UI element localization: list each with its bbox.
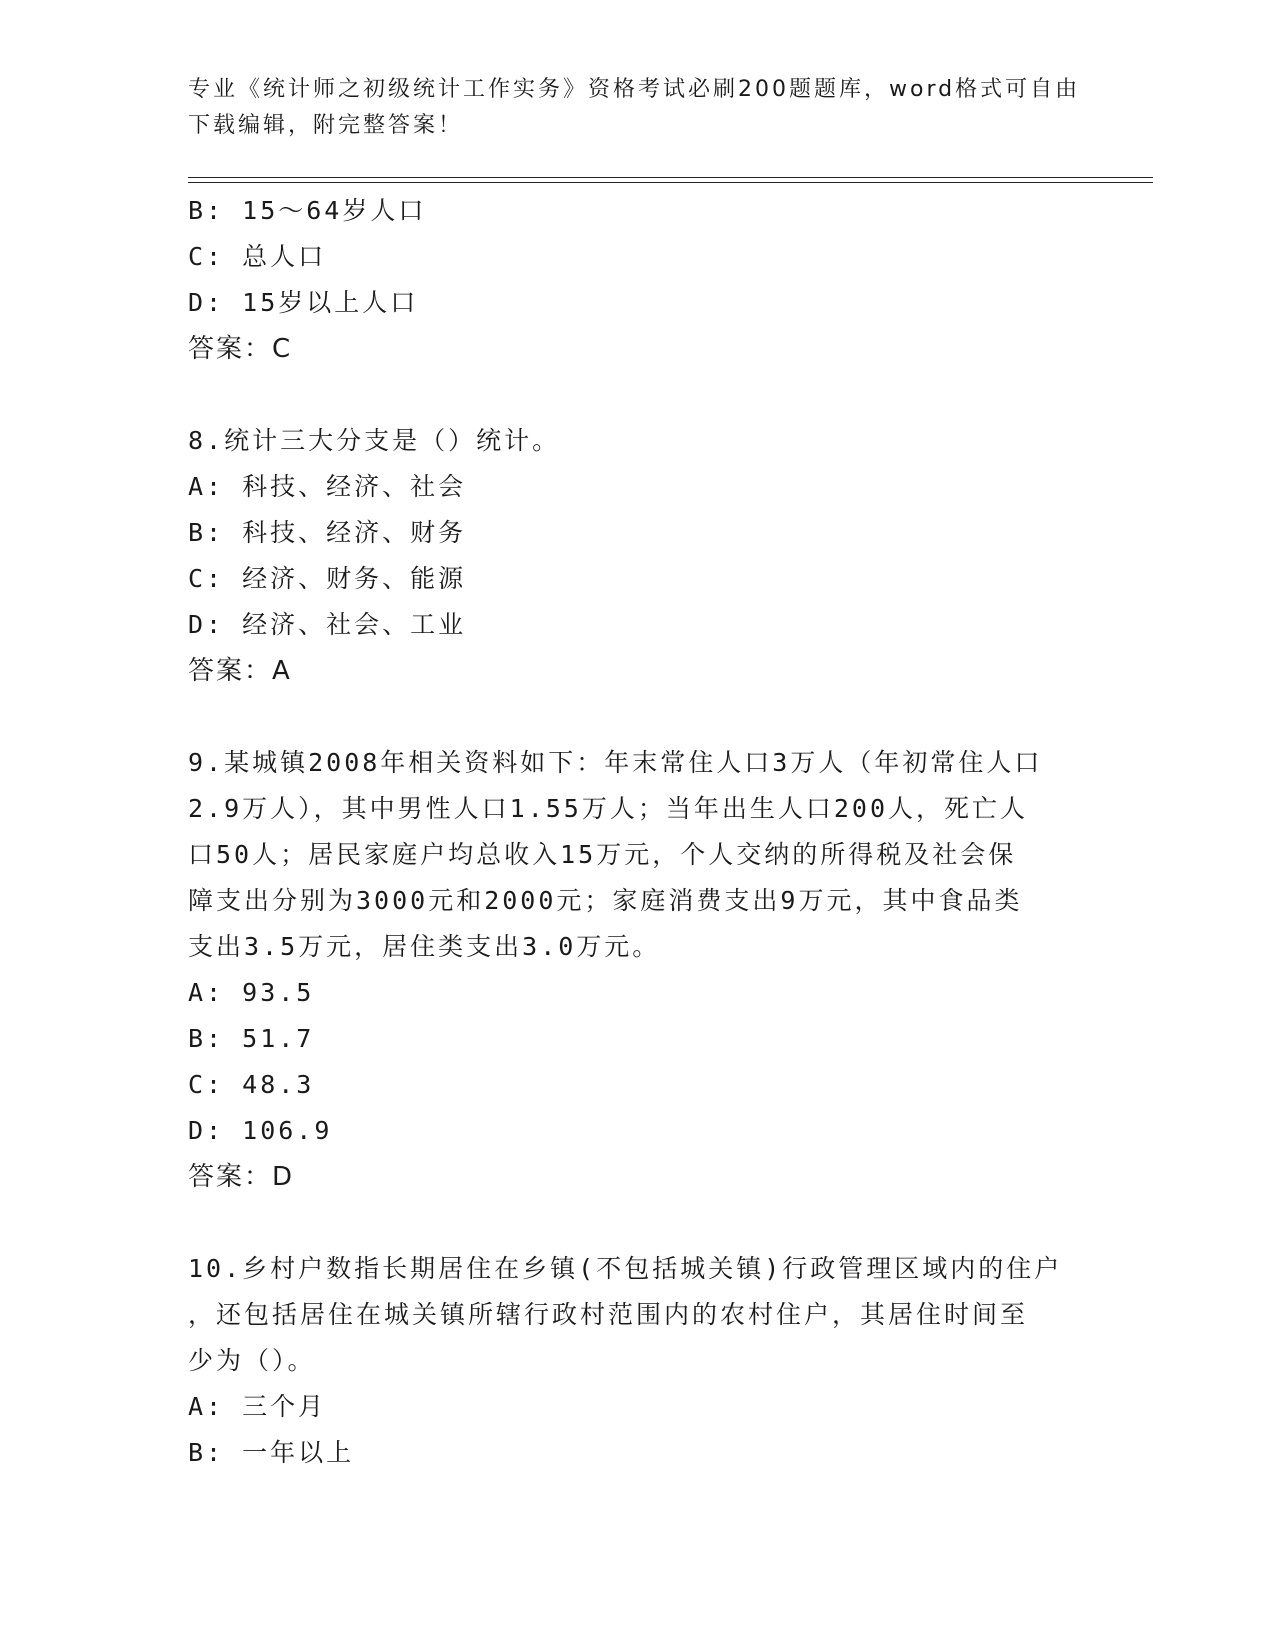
option-a: A: 科技、经济、社会 [188,472,467,501]
option-d: D: 15岁以上人口 [188,288,419,317]
option-b: B: 51.7 [188,1024,315,1053]
header-line-1: 专业《统计师之初级统计工作实务》资格考试必刷200题题库，word格式可自由 [188,77,1081,102]
document-header [188,72,1088,144]
option-c: C: 经济、财务、能源 [188,564,467,593]
question-stem: 口50人；居民家庭户均总收入15万元，个人交纳的所得税及社会保 [188,840,1017,869]
question-stem: 少为（）。 [188,1346,316,1375]
option-d: D: 经济、社会、工业 [188,610,467,639]
header-divider-bottom [188,182,1153,183]
option-b: B: 15～64岁人口 [188,196,427,225]
question-9 [188,740,1078,1200]
option-d: D: 106.9 [188,1116,333,1145]
question-list [188,188,1078,1476]
question-8 [188,418,1078,694]
spacer [188,1200,1078,1246]
question-stem: 9.某城镇2008年相关资料如下：年末常住人口3万人（年初常住人口 [188,748,1043,777]
option-b: B: 一年以上 [188,1438,355,1467]
question-10 [188,1246,1078,1476]
spacer [188,372,1078,418]
question-stem: 障支出分别为3000元和2000元；家庭消费支出9万元，其中食品类 [188,886,1023,915]
question-stem: 8.统计三大分支是（）统计。 [188,426,561,455]
option-a: A: 三个月 [188,1392,327,1421]
question-7 [188,188,1078,372]
question-stem: 2.9万人），其中男性人口1.55万人；当年出生人口200人，死亡人 [188,794,1029,823]
option-a: A: 93.5 [188,978,315,1007]
answer: 答案：C [188,334,293,364]
header-line-2: 下载编辑，附完整答案！ [188,113,464,138]
answer: 答案：A [188,656,292,686]
question-stem: 10.乡村户数指长期居住在乡镇(不包括城关镇)行政管理区域内的住户 [188,1254,1063,1283]
question-stem: 支出3.5万元，居住类支出3.0万元。 [188,932,661,961]
option-c: C: 48.3 [188,1070,315,1099]
answer: 答案：D [188,1162,295,1192]
question-stem: ，还包括居住在城关镇所辖行政村范围内的农村住户，其居住时间至 [188,1300,1029,1329]
spacer [188,694,1078,740]
header-divider-top [188,177,1153,178]
option-c: C: 总人口 [188,242,327,271]
option-b: B: 科技、经济、财务 [188,518,467,547]
